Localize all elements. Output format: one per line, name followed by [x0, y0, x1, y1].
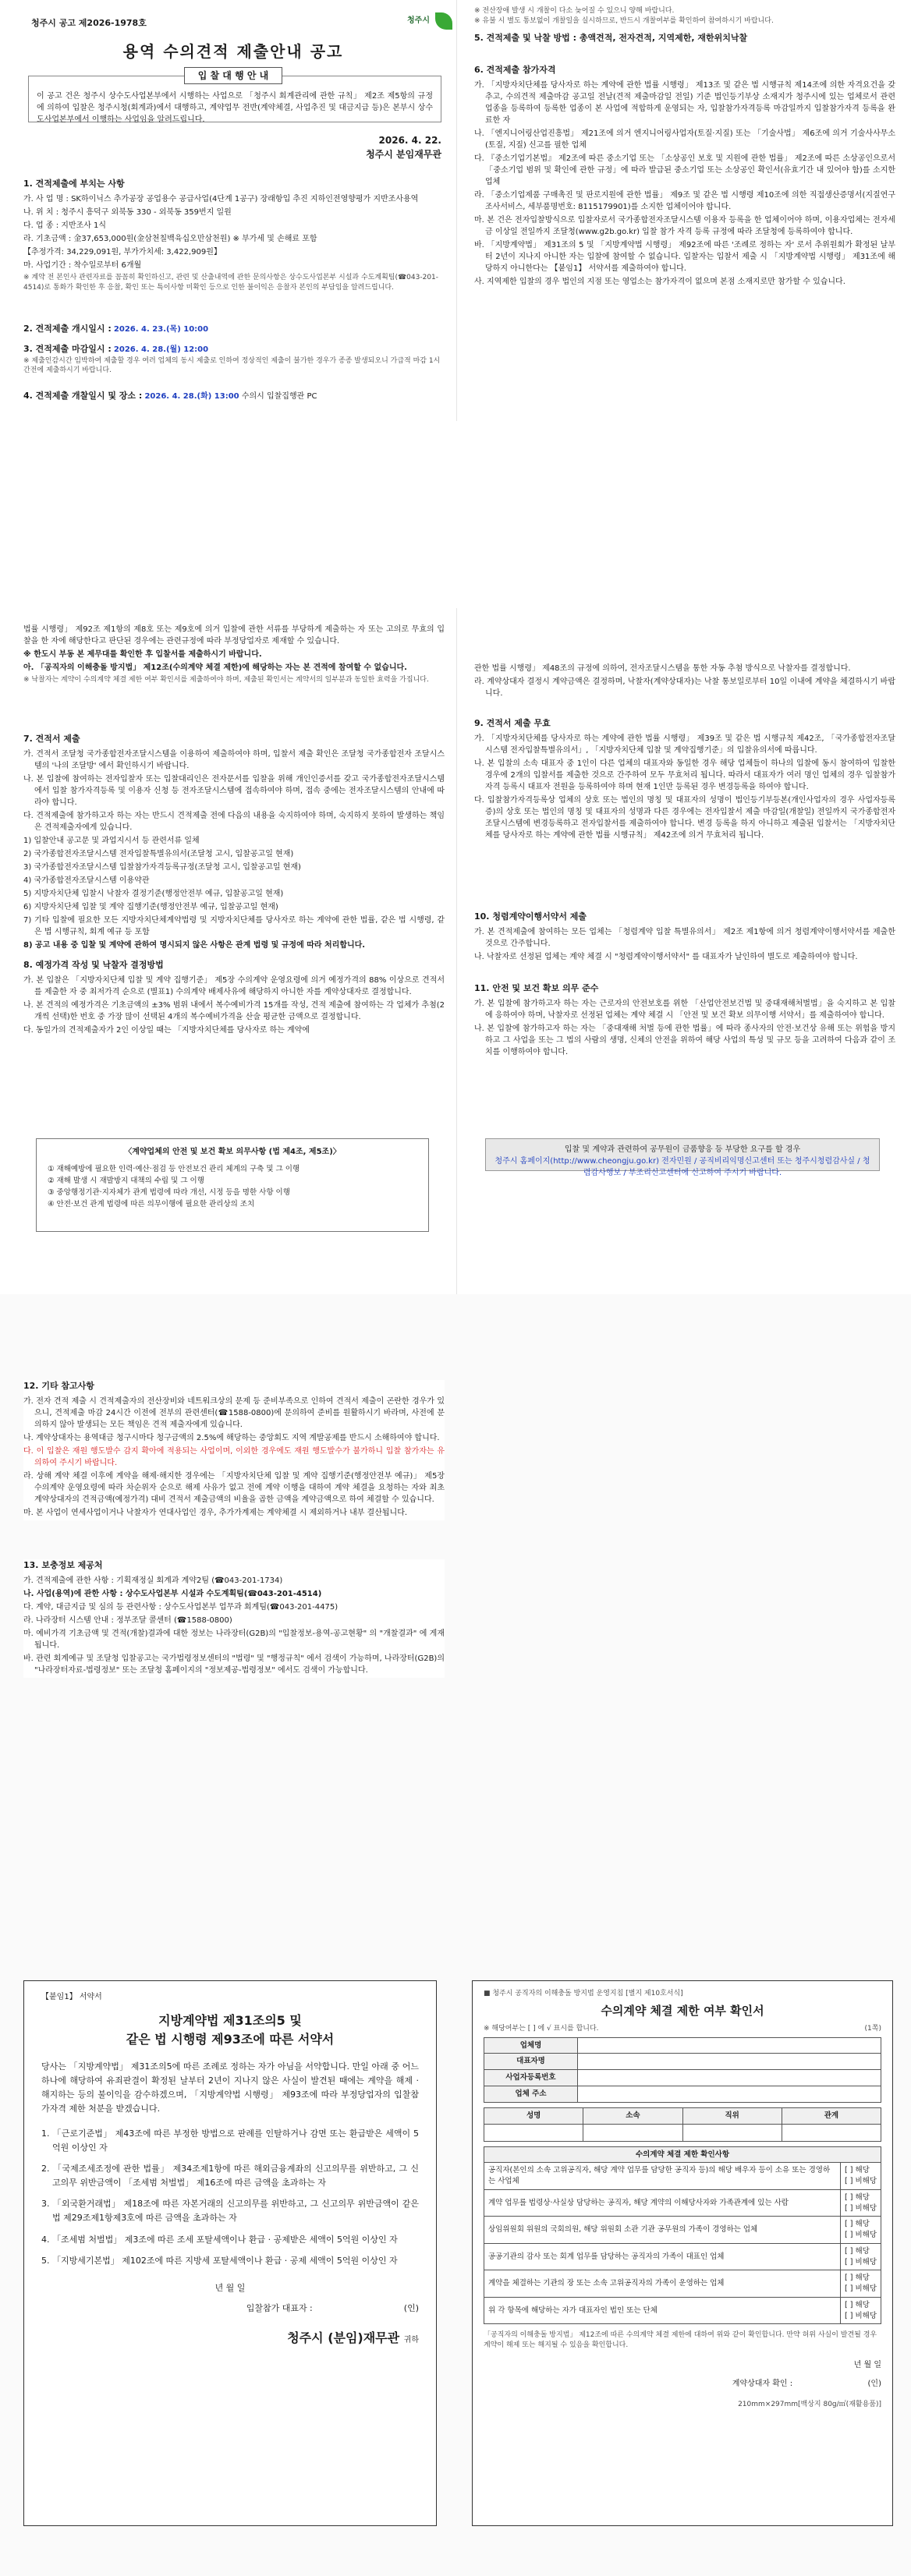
pledge-org: 청주시 (분임)재무관 [287, 2330, 400, 2345]
s12-item: 다. 이 입찰은 재원 행도발수 감지 확아에 적용되는 사업이며, 이외한 경우에도 재원 행도발수가 불가하니 입찰 참가자는 유의하여 주시기 바랍니다. [23, 1446, 445, 1467]
section-heading: 12. 기타 참고사항 [23, 1381, 94, 1391]
s6-cont-text: 아. 「공직자의 이해충돌 방지법」 제12조(수의계약 체결 제한)에 해당하는 자는 본 견적에 참여할 수 없습니다. [23, 663, 407, 672]
section-2 [23, 323, 445, 336]
notice-right-column [466, 0, 903, 421]
section-8-continued [474, 663, 895, 701]
pledge-signer-row [41, 2302, 419, 2315]
cheongju-logo [407, 12, 452, 34]
s7-item: 가. 견적서 조달청 국가종합전자조달시스템을 이용하여 제출하여야 하며, 입찰서 제출 확인은 조달청 국가종합전자 조달시스템의 '나의 조달방' 에서 확인하시기 바랍니다. [23, 749, 445, 770]
person-table [484, 2107, 881, 2142]
safety-box-item: ① 재해예방에 필요한 인력·예산·점검 등 안전보건 관리 체계의 구축 및 그 이행 [48, 1164, 300, 1173]
s10-item: 가. 본 견적제출에 참여하는 모든 업체는 「청렴계약 입찰 특별유의서」 제2조 제1항에 의거 청렴계약이행서약서를 제출한 것으로 간주합니다. [474, 927, 895, 948]
section-1 [23, 178, 445, 292]
s1-line: 【추정가격: 34,229,091원, 부가가치세: 3,422,909원】 [23, 247, 222, 257]
section-10 [474, 911, 895, 964]
table-row [484, 2297, 881, 2324]
s9-item: 나. 본 입찰의 소속 대표자 중 1인이 다른 업체의 대표자와 동일한 경우 해당 업체들이 하나의 입찰에 동시 참여하여 입찰한 경우에 2개의 입찰서를 제출한 것으로 간주하여 모두 무효처리 됩니다. 따라서 대표자가 여러 명인 업체의 경우 입찰참가자격 등록시 대표자 전원을 등록하여야 하며 현재 1인만 등록된 경우 변경등록을 하여야 합니다. [474, 759, 895, 791]
representative-field[interactable] [578, 2054, 881, 2070]
pledge-org-suffix: 귀하 [403, 2335, 419, 2344]
table-row [484, 2070, 881, 2086]
table-row [484, 2124, 881, 2141]
safety-box-item: ② 재해 발생 시 재발방지 대책의 수립 및 그 이행 [48, 1176, 204, 1185]
s13-item: 바. 관련 회계예규 및 조달청 입찰공고는 국가법령정보센터의 "법령" 및 "행정규칙" 에서 검색이 가능하며, 나라장터(G2B)의 "나라장터자료-법령정보" 또는 조달청 홈페이지의 "정보제공-법령정보" 에서도 검색이 가능합니다. [23, 1654, 445, 1675]
s13-item: 마. 예비가격 기초금액 및 견적(개찰)결과에 대한 정보는 나라장터(G2B)의 "입찰정보-용역-공고현황" 의 "개찰결과" 에 게재됩니다. [23, 1629, 445, 1650]
pledge-form [23, 1980, 437, 2526]
table-row [484, 2054, 881, 2070]
person-position-cell[interactable] [682, 2124, 782, 2141]
pledge-item: 4. 「조세범 처벌법」 제3조에 따른 조세 포탈세액이나 환급 · 공제받은 세액이 5억원 이상인 자 [41, 2234, 398, 2245]
section-heading: 5. 견적제출 및 낙찰 방법 : 총액견적, 전자견적, 지역제한, 재한위치낙찰 [474, 33, 748, 44]
s7-item: 4) 국가종합전자조달시스템 이용약관 [23, 876, 150, 885]
notice-sheet-3 [0, 1294, 911, 2576]
s1-line: 라. 기초금액 : 金37,653,000원(金삼천칠백육십오만삼천원) ※ 부가세 및 손해료 포함 [23, 234, 317, 243]
notice-sheet-1 [0, 0, 911, 421]
s8-item: 가. 본 입찰은 「지방자치단체 입찰 및 계약 집행기준」 제5장 수의계약 운영요령에 의거 예정가격의 88% 이상으로 견적서를 제출한 자 중 최저가격 순으로 (별표1) 수의계약 배제사유에 해당하지 아니한 자를 계약상대자로 결정합니다. [23, 975, 445, 996]
s6-item: 사. 지역제한 입찰의 경우 법인의 지점 또는 영업소는 참가자격이 없으며 본점 소재지로만 참가할 수 있습니다. [474, 277, 845, 286]
column-divider [456, 608, 457, 1294]
conflict-check-form [472, 1980, 893, 2526]
pledge-intro: 당사는 「지방계약법」 제31조의5에 따른 조례로 정하는 자가 아님을 서약합니다. 만일 아래 중 어느 하나에 해당하여 유죄판결이 확정된 날부터 2년이 지나지 않은 사실이 발견된 때에는 계약을 해제 · 해지하는 등의 불이익을 감수하겠으며, 「지방계약법 시행령」 제93조에 따라 부정당업자의 입찰참가자격 제한 처분을 받겠습니다. [41, 2061, 419, 2114]
pledge-item: 3. 「외국환거래법」 제18조에 따른 자본거래의 신고의무를 위반하고, 그 신고의무 위반금액이 같은 법 제29조제1항제3호에 따른 금액을 초과하는 자 [41, 2199, 419, 2224]
person-org-cell[interactable] [583, 2124, 682, 2141]
s6-item: 가. 「지방자치단체를 당사자로 하는 계약에 관한 법률 시행령」 제13조 및 같은 법 시행규칙 제14조에 의한 자격요건을 갖추고, 수의견적 제출마감 공고일 전날(견적 제출마감일 전일) 기준 법인등기부상 소재지가 청주시에 있는 업체로서 관련 업종을 등록하여 등록한 업종이 본 사업에 적합하게 운영되는 자, 입찰참가자격등록 마감일까지 입찰참가자격 등록을 완료한 자 [474, 80, 895, 125]
check-table [484, 2146, 881, 2325]
conflict-signer-row [484, 2379, 881, 2390]
person-relation-cell[interactable] [782, 2124, 881, 2141]
conflict-date: 년 월 일 [853, 2360, 881, 2369]
row-label: 업체명 [484, 2037, 578, 2054]
column-header: 성명 [484, 2107, 583, 2124]
s12-item: 라. 상해 계약 체결 이후에 계약을 해제·해지한 경우에는 「지방자치단체 입찰 및 계약 집행기준(행정안전부 예규)」 제5장 수의계약 운영요령에 따라 차순위자 순으로 해제 사유가 없고 전에 계약 이행을 대하여 계약 체결을 요청하는 자와 최초 계약상대자의 견적금액(예정가격) 대비 견적서 제출금액의 비율을 곱한 금액을 계약금액으로 하여 체결할 수 있습니다. [23, 1471, 445, 1504]
opening-place: 수의시 입찰집행관 PC [241, 392, 317, 401]
s12-item: 나. 계약상대자는 용역대금 청구시마다 청구금액의 2.5%에 해당하는 중앙회도 지역 계발공제를 반드시 소해하여야 합니다. [23, 1433, 440, 1442]
row-label: 업체 주소 [484, 2086, 578, 2102]
s7-item: 1) 입찰안내 공고문 및 과업지시서 등 관련서류 일체 [23, 836, 200, 845]
check-text: 계약을 체결하는 기관의 장 또는 소속 고위공직자의 가족이 운영하는 업체 [484, 2270, 841, 2298]
table-row [484, 2086, 881, 2102]
s7-item: 5) 지방자치단체 입찰시 낙찰자 결정기준(행정안전부 예규, 입찰공고일 현재) [23, 889, 284, 898]
s11-item: 가. 본 입찰에 참가하고자 하는 자는 근로자의 안전보호를 위한 「산업안전보건법 및 중대재해처벌법」을 숙지하고 본 입찰에 응하여야 하며, 낙찰자로 선정된 업체는 계약 체결 시 「안전 및 보건 확보 의무이행 서약서」를 제출하여야 합니다. [474, 999, 895, 1020]
intro-text: 이 공고 건은 청주시 상수도사업본부에서 시행하는 사업으로 「청주시 회계관리에 관한 규칙」 제2조 제5항의 규정에 의하여 입찰은 청주시청(회계과)에서 대행하고, 계약업무 전반(계약체결, 사업추진 및 대금지급 등)은 본부시 상수도사업본부에서 이행하는 사업임을 알려드립니다. [37, 92, 433, 124]
report-line: 입찰 및 계약과 관련하여 공무원이 금품향응 등 부당한 요구를 할 경우 [564, 1145, 801, 1154]
s6-item: 나. 「엔지니어링산업진흥법」 제21조에 의거 엔지니어링사업자(토질·지질) 또는 「기술사법」 제6조에 의거 기술사사무소(토질, 지질) 신고를 필한 업체 [474, 129, 895, 150]
s6-cont-text: ※ 한도시 부동 본 제무대를 확인한 후 입찰서를 제출하시기 바랍니다. [23, 650, 262, 659]
table-row [484, 2163, 881, 2190]
s1-line: 나. 위 치 : 청주시 흥덕구 외북동 330 - 외북동 359번지 일원 [23, 207, 232, 217]
pledge-date: 년 월 일 [214, 2282, 246, 2293]
check-text: 계약 업무를 법령상·사실상 담당하는 공직자, 해당 계약의 이해당사자와 가족관계에 있는 사람 [484, 2189, 841, 2217]
s7-item: 6) 지방자치단체 입찰 및 계약 집행기준(행정안전부 예규, 입찰공고일 현재) [23, 902, 278, 911]
table-row [484, 2217, 881, 2244]
conflict-title: 수의계약 체결 제한 여부 확인서 [601, 2003, 764, 2018]
leaf-icon [435, 12, 452, 30]
section-4 [23, 390, 445, 403]
notice-left-column [8, 0, 451, 421]
s10-item: 나. 낙찰자로 선정된 업체는 계약 체결 시 "청렴계약이행서약서" 를 대표자가 날인하여 별도로 제출하여야 합니다. [474, 952, 858, 961]
pledge-title-line: 지방계약법 제31조의5 및 [158, 2012, 302, 2028]
safety-box-item: ③ 중앙행정기관·지자체가 관계 법령에 따라 개선, 시정 등을 명한 사항 이행 [48, 1187, 290, 1197]
section-heading: 7. 견적서 제출 [23, 734, 80, 744]
row-label: 대표자명 [484, 2054, 578, 2070]
notice-issuer: 청주시 분임재무관 [366, 149, 441, 160]
notice-left-column [8, 421, 451, 1294]
section-6-continued [23, 624, 445, 685]
logo-text: 청주시 [407, 16, 430, 25]
page-title: 용역 수의견적 제출안내 공고 [122, 42, 344, 61]
row-label: 사업자등록번호 [484, 2070, 578, 2086]
section-heading: 2. 견적제출 개시일시 : [23, 324, 112, 334]
table-row [484, 2243, 881, 2270]
notice-number: 청주시 공고 제2026-1978호 [31, 18, 147, 28]
column-header: 소속 [583, 2107, 682, 2124]
s6-cont-text: ※ 낙찰자는 계약이 수의계약 체결 제한 여부 확인서를 제출하여야 하며, 제출된 확인서는 계약서의 일부분과 동일한 효력을 가집니다. [23, 676, 429, 684]
s6-item: 마. 본 건은 전자입찰방식으로 입찰자로서 국가종합전자조달시스템 이용자 등록을 한 업체이어야 하며, 이용자업체는 전자세금 이상일 전일까지 조달청(www.g2b.go.kr) 입찰 참가 자격 등록 규정에 따라 조달청에 등록하여야 합니다. [474, 215, 895, 236]
conflict-footnote: 「공직자의 이해충돌 방지법」 제12조에 따른 수의계약 체결 제한에 대하여 위와 같이 확인합니다. 만약 허위 사실이 발견될 경우 계약이 해제 또는 해지될 수 있음을 확인합니다. [484, 2331, 877, 2350]
section-12 [23, 1380, 445, 1520]
check-options[interactable]: [ ] 해당 [ ] 비해당 [841, 2243, 881, 2270]
table-row [484, 2270, 881, 2298]
section-heading: 10. 청렴계약이행서약서 제출 [474, 911, 587, 922]
section-heading: 1. 견적제출에 부치는 사항 [23, 179, 125, 189]
s8-cont-item: 라. 계약상대자 결정시 계약금액은 결정하며, 낙찰자(계약상대자)는 낙찰 통보일로부터 10일 이내에 계약을 체결하시기 바랍니다. [474, 678, 895, 698]
s7-item: 다. 견적제출에 참가하고자 하는 자는 반드시 견적제출 전에 다음의 내용을 숙지하여야 하며, 숙지하지 못하여 발생하는 책임은 견적제출자에게 있습니다. [23, 811, 445, 832]
s7-item: 7) 기타 입찰에 필요한 모든 지방자치단체계약법령 및 지방자치단체를 당사자로 하는 계약에 관한 법률, 같은 법 시행령, 같은 법 시행규칙, 회계 예규 등 포함 [23, 915, 445, 936]
section-5 [474, 6, 895, 48]
s13-item: 라. 나라장터 시스템 안내 : 정부조달 콜센터 (☎1588-0800) [23, 1615, 232, 1625]
report-line: 청주시 홈페이지(http://www.cheongju.go.kr) 전자민원 / 공직비리익명신고센터 또는 청주시청렴감사실 / 청렴감사행보 / 부조리신고센터에 신고하여 주시기 바랍니다. [494, 1157, 870, 1177]
table-row [484, 2146, 881, 2163]
s6-item: 바. 「지방계약법」 제31조의 5 및 「지방계약법 시행령」 제92조에 따른 '조례로 정하는 자' 로서 추위원회가 확정된 날부터 2년이 지나지 아니한 자는 입찰에 참여할 수 없습니다. 입찰자는 입찰서 제출 시 「지방계약법 시행령」 제31조에 해당하지 아니한다는 【붙임1】 서약서를 제출하여야 합니다. [474, 240, 895, 273]
pledge-signer-label: 입찰참가 대표자 : [246, 2302, 313, 2313]
s5-note: ※ 유불 시 별도 통보없이 개찰일을 실시하므로, 반드시 개찰여부를 확인하여 참여하시기 바랍니다. [474, 16, 774, 25]
section-11 [474, 982, 895, 1060]
s7-item: 8) 공고 내용 중 입찰 및 계약에 관하여 명시되지 않은 사항은 관계 법령 및 규정에 따라 처리합니다. [23, 940, 366, 950]
report-box [485, 1138, 880, 1177]
s7-item: 2) 국가종합전자조달시스템 전자입찰특별유의서(조달청 고시, 입찰공고일 현재) [23, 849, 294, 858]
s13-item: 나. 사업(용역)에 관한 사항 : 상수도사업본부 시설과 수도계획팀(☎043-201-4514) [23, 1589, 322, 1598]
safety-obligation-box [36, 1138, 429, 1232]
company-name-field[interactable] [578, 2037, 881, 2054]
conflict-footer: 210mm×297mm[백상지 80g/㎡(재활용품)] [738, 2400, 881, 2408]
s3-note: ※ 제출인감시간 임박하여 제출할 경우 여러 업체의 동시 제출로 인하여 정상적인 제출이 불가한 경우가 종종 발생되오니 가급적 마감 1시간전에 제출하시기 바랍니다. [23, 356, 441, 375]
close-datetime: 2026. 4. 28.(월) 12:00 [113, 345, 209, 354]
section-9 [474, 717, 895, 843]
check-text: 공공기관의 감사 또는 회계 업무를 담당하는 공직자의 가족이 대표인 업체 [484, 2243, 841, 2270]
section-heading: 13. 보충정보 제공처 [23, 1560, 103, 1570]
s12-item: 마. 본 사업이 연세사업이거나 낙찰자가 연대사업인 경우, 추가가계제는 계약체결 시 제외하거나 내부 결산됩니다. [23, 1508, 408, 1517]
pledge-title-line: 같은 법 시행령 제93조에 따른 서약서 [126, 2031, 335, 2047]
s1-note: ※ 계약 전 본인사 관련자료를 꼼꼼히 확인하신고, 관련 및 산출내역에 관한 문의사항은 상수도사업본부 시설과 수도계획팀(☎043-201-4514)로 통화가 확인한 후 응찰, 확인 또는 특이사항 미확인 등으로 인한 불이익은 응찰자 본인의 부담임을 알려드립니다. [23, 273, 439, 292]
pledge-seal: (인) [403, 2302, 419, 2313]
s12-item: 가. 전자 견적 제출 시 견적제출자의 전산장비와 네트워크상의 문제 등 준비부족으로 인하여 견적서 제출이 곤란한 경우가 있으니, 견적제출 마감 24시간 이전에 전부의 관련센터(☎1588-0800)에 문의하여 준비를 원활하시기 바라며, 사전에 문의하지 않아 발생되는 모든 책임은 견적 제출자에게 있습니다. [23, 1396, 445, 1429]
s1-line: 다. 업 종 : 지반조사 1식 [23, 221, 107, 230]
section-7 [23, 733, 445, 953]
pledge-item: 2. 「국제조세조정에 관한 법률」 제34조제1항에 따른 해외금융계좌의 신고의무를 위반하고, 그 신고의무 위반금액이 「조세범 처벌법」 제16조에 따른 금액을 초과하는 자 [41, 2164, 419, 2188]
check-table-title: 수의계약 체결 제한 확인사항 [484, 2146, 881, 2163]
check-options[interactable]: [ ] 해당 [ ] 비해당 [841, 2270, 881, 2298]
section-heading: 4. 견적제출 개찰일시 및 장소 : [23, 391, 143, 401]
check-options[interactable]: [ ] 해당 [ ] 비해당 [841, 2297, 881, 2324]
column-divider [456, 0, 457, 421]
section-heading: 3. 견적제출 마감일시 : [23, 344, 112, 354]
notice-sheet-2 [0, 421, 911, 1294]
section-heading: 9. 견적서 제출 무효 [474, 718, 551, 728]
section-heading: 6. 견적제출 참가자격 [474, 65, 556, 75]
conflict-section-label: ※ 해당여부는 [ ] 에 √ 표시를 합니다. [484, 2025, 599, 2033]
table-row [484, 2037, 881, 2054]
safety-box-item: ④ 안전·보건 관계 법령에 따른 의무이행에 필요한 관리상의 조치 [48, 1200, 255, 1209]
notice-date: 2026. 4. 22. [378, 135, 441, 146]
section-heading: 11. 안전 및 보건 확보 의무 준수 [474, 983, 599, 993]
notice-right-column [466, 421, 903, 1294]
pledge-item: 1. 「근로기준법」 제43조에 따른 부정한 방법으로 판례를 인탈하거나 감면 또는 환급받은 세액이 5억원 이상인 자 [41, 2128, 419, 2153]
check-text: 공직자(본인의 소속 고위공직자, 해당 계약 업무를 담당한 공직자 등)의 해당 배우자 등이 소유 또는 경영하는 사업체 [484, 2163, 841, 2190]
table-row [484, 2189, 881, 2217]
s6-item: 라. 「중소기업제품 구매촉진 및 판로지원에 관한 법률」 제9조 및 같은 법 시행령 제10조에 의한 직접생산증명서(지질연구조사서비스, 세부품명번호: 8115179901)를 소지한 업체이어야 합니다. [474, 190, 895, 211]
s11-item: 나. 본 입찰에 참가하고자 하는 자는 「중대재해 처벌 등에 관한 법률」에 따라 종사자의 안전·보건상 유해 또는 위험을 방지하고 그 사업을 또는 그 법의 사람의 생명, 신체의 안전을 위하여 해당 사업의 특성 및 규모 등을 고려하여 다음과 같이 조치를 이행하여야 합니다. [474, 1024, 895, 1056]
check-text: 상임위원회 위원의 국회의원, 해당 위원회 소관 기관 공무원의 가족이 경영하는 업체 [484, 2217, 841, 2244]
s9-item: 가. 「지방자치단체를 당사자로 하는 계약에 관한 법률 시행령」 제39조 및 같은 법 시행규칙 제42조, 「국가종합전자조달시스템 전자입찰특별유의서」, 「지방자치단체 입찰 및 계약집행기준」의 입찰유의서에 따릅니다. [474, 734, 895, 755]
check-text: 위 각 항목에 해당하는 자가 대표자인 법인 또는 단체 [484, 2297, 841, 2324]
company-info-table [484, 2037, 881, 2103]
s7-item: 나. 본 입찰에 참여하는 전자입찰자 또는 입찰대리인은 전자문서를 입찰을 위해 개인인증서를 갖고 국가종합전자조달시스템에서 입찰 참가자격등록 및 이용자 신청 등 전자조달시스템에 접속하여야 하며, 접속 중에는 전자조달시스템의 안내에 따라야 합니다. [23, 774, 445, 807]
s6-item: 다. 『중소기업기본법』 제2조에 따른 중소기업 또는 「소상공인 보호 및 지원에 관한 법률」 제2조에 따른 소상공인으로서 「중소기업 범위 및 확인에 관한 규정」에 따라 발급된 중소기업 또는 소상공인 확인서(유효기간 내 있어야 함)를 소지한 업체 [474, 154, 895, 186]
s5-note: ※ 전산장애 발생 시 개찰이 다소 늦어질 수 있으니 양해 바랍니다. [474, 7, 675, 15]
pledge-attach-label: 【붙임1】 서약서 [41, 1993, 102, 2001]
conflict-seal: (인) [867, 2380, 881, 2389]
s6-cont-text: 법률 시행령」 제92조 제1항의 제8호 또는 제9호에 의거 입찰에 관한 서류를 부당하게 제출하는 자 또는 고의로 무효의 입찰을 한 자에 해당한다고 판단된 경우에는 관련규정에 따라 부정당업자로 제재할 수 있습니다. [23, 625, 445, 646]
s8-cont-item: 관한 법률 시행령」 제48조의 규정에 의하여, 전자조달시스템을 통한 자동 추첨 방식으로 낙찰자를 결정합니다. [474, 664, 851, 673]
s1-line: 마. 사업기간 : 착수일로부터 6개월 [23, 260, 142, 270]
conflict-small-header: ■ 청주시 공직자의 이해충돌 방지법 운영지침 [별지 제10호서식] [484, 1990, 683, 1997]
column-header: 관계 [782, 2107, 881, 2124]
s13-item: 가. 견적제출에 관한 사항 : 기획재정실 회계과 계약2팀 (☎043-201-1734) [23, 1576, 283, 1585]
s7-item: 3) 국가종합전자조달시스템 입찰참가자격등록규정(조달청 고시, 입찰공고일 현재) [23, 862, 301, 872]
section-3 [23, 343, 445, 376]
s9-item: 다. 입찰참가자격등록상 업체의 상호 또는 법인의 명칭 및 대표자의 성명이 법인등기부등본(개인사업자의 경우 사업자등록증)의 상호 또는 법인의 명칭 및 대표자의 성명과 다른 경우에는 전자입찰서 제출 마감일(개찰일) 전일까지 국가종합전자조달시스템에 변경등록하고 전자입찰서를 제출하여야 합니다. 변경 등록을 하지 아니하고 제출된 입찰서는 「지방자치단체를 당사자로 하는 계약에 관한 법률 시행규칙」 제42조에 의거 무효처리 됩니다. [474, 795, 895, 840]
s8-item: 다. 동일가의 견적제출자가 2인 이상일 때는 「지방자치단체를 당사자로 하는 계약에 [23, 1025, 310, 1035]
conflict-page-label: (1쪽) [864, 2025, 881, 2033]
section-13 [23, 1559, 445, 1678]
business-number-field[interactable] [578, 2070, 881, 2086]
s1-line: 가. 사 업 명 : SK하이닉스 추가공장 공업용수 공급사업(4단계 1공구) 장래항입 추진 지하인전영향평가 지반조사용역 [23, 194, 419, 203]
open-datetime: 2026. 4. 23.(목) 10:00 [113, 325, 209, 334]
opening-datetime: 2026. 4. 28.(화) 13:00 [144, 392, 239, 401]
s13-item: 다. 계약, 대금지급 및 심의 등 관련사항 : 상수도사업본부 업무과 회계팀(☎043-201-4475) [23, 1602, 339, 1612]
s8-item: 나. 본 견적의 예정가격은 기초금액의 ±3% 범위 내에서 복수예비가격 15개를 작성, 견적 제출에 참여하는 각 업체가 추첨(2개씩 선택)한 번호 중 가장 많이 선택된 4개의 복수예비가격을 산술 평균한 금액으로 결정합니다. [23, 1000, 445, 1021]
pledge-org-row [41, 2329, 419, 2347]
pledge-item: 5. 「지방세기본법」 제102조에 따른 지방세 포탈세액이나 환급 · 공제 세액이 5억원 이상인 자 [41, 2256, 398, 2266]
conflict-signer-label: 계약상대자 확인 : [732, 2380, 793, 2389]
check-options[interactable]: [ ] 해당 [ ] 비해당 [841, 2163, 881, 2190]
company-address-field[interactable] [578, 2086, 881, 2102]
safety-box-title: 〈계약업체의 안전 및 보건 확보 의무사항 (법 제4조, 제5조)〉 [124, 1148, 341, 1156]
person-name-cell[interactable] [484, 2124, 583, 2141]
section-6 [474, 64, 895, 289]
check-options[interactable]: [ ] 해당 [ ] 비해당 [841, 2217, 881, 2244]
column-header: 직위 [682, 2107, 782, 2124]
conflict-subheader [484, 2024, 881, 2034]
check-options[interactable]: [ ] 해당 [ ] 비해당 [841, 2189, 881, 2217]
table-row [484, 2107, 881, 2124]
guide-label: 입 찰 대 행 안 내 [184, 67, 282, 84]
pledge-title [41, 2012, 419, 2049]
section-8 [23, 959, 445, 1038]
section-heading: 8. 예정가격 작성 및 낙찰자 결정방법 [23, 960, 164, 970]
